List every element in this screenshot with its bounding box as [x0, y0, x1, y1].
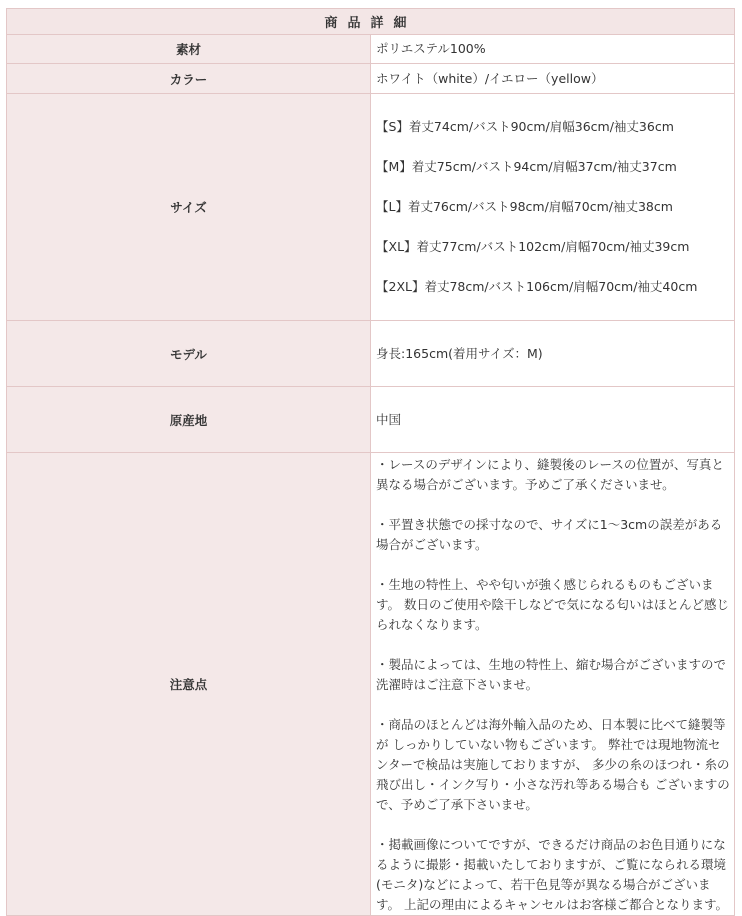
value-notes: [371, 453, 735, 916]
note-paragraph: ・平置き状態での採寸なので、サイズに1～3cmの誤差がある場合がございます。: [376, 517, 723, 552]
row-model: [7, 321, 735, 387]
size-line: 【2XL】着丈78cm/バスト106cm/肩幅70cm/袖丈40cm: [376, 279, 698, 294]
label-model: モデル: [7, 321, 371, 387]
value-material: ポリエステル100%: [371, 35, 735, 64]
row-material: [7, 35, 735, 64]
size-line: 【M】着丈75cm/バスト94cm/肩幅37cm/袖丈37cm: [376, 159, 677, 174]
label-color: カラー: [7, 64, 371, 94]
size-line: 【L】着丈76cm/バスト98cm/肩幅70cm/袖丈38cm: [376, 199, 673, 214]
value-model: 身長:165cm(着用サイズ：M): [371, 321, 735, 387]
note-paragraph: ・商品のほとんどは海外輸入品のため、日本製に比べて縫製等が しっかりしていない物もございます。 弊社では現地物流センターで検品は実施しておりますが、 多少の糸のほつれ・糸の飛び出し・インク写り・小さな汚れ等ある場合も ございますので、予めご了承下さいませ。: [376, 717, 730, 812]
row-origin: [7, 387, 735, 453]
table-header: 商品詳細: [7, 9, 735, 35]
value-size: [371, 94, 735, 321]
size-line: 【S】着丈74cm/バスト90cm/肩幅36cm/袖丈36cm: [376, 119, 674, 134]
note-paragraph: ・生地の特性上、やや匂いが強く感じられるものもございます。 数日のご使用や陰干しなどで気になる匂いはほとんど感じられなくなります。: [376, 577, 729, 632]
note-paragraph: ・製品によっては、生地の特性上、縮む場合がございますので洗濯時はご注意下さいませ。: [376, 657, 727, 692]
note-paragraph: ・掲載画像についてですが、できるだけ商品のお色目通りになるように撮影・掲載いたしておりますが、ご覧になられる環境(モニタ)などによって、若干色見等が異なる場合がございます。 上記の理由によるキャンセルはお客様ご都合となります。: [376, 837, 728, 912]
note-paragraph: ・レースのデザインにより、縫製後のレースの位置が、写真と異なる場合がございます。予めご了承くださいませ。: [376, 457, 724, 492]
label-material: 素材: [7, 35, 371, 64]
row-notes: [7, 453, 735, 916]
label-size: サイズ: [7, 94, 371, 321]
row-color: [7, 64, 735, 94]
value-color: ホワイト（white）/イエロー（yellow）: [371, 64, 735, 94]
row-size: [7, 94, 735, 321]
label-origin: 原産地: [7, 387, 371, 453]
value-origin: 中国: [371, 387, 735, 453]
size-line: 【XL】着丈77cm/バスト102cm/肩幅70cm/袖丈39cm: [376, 239, 690, 254]
product-detail-table: [6, 8, 735, 916]
label-notes: 注意点: [7, 453, 371, 916]
